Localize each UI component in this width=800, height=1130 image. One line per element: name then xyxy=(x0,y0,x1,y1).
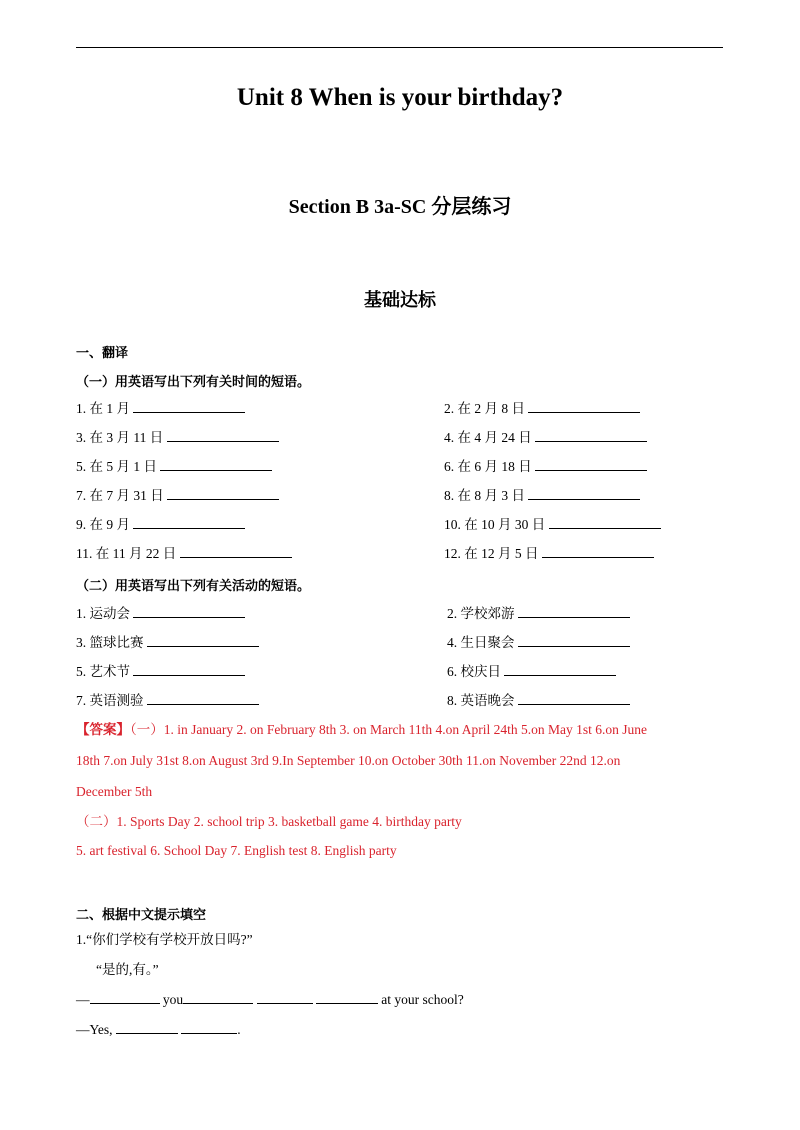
list-item: 4. 生日聚会 xyxy=(447,633,630,652)
answer-blank[interactable] xyxy=(147,691,259,705)
answer-blank[interactable] xyxy=(535,428,647,442)
answer-blank[interactable] xyxy=(518,691,630,705)
answer-blank[interactable] xyxy=(147,633,259,647)
list-item: 1. 在 1 月 xyxy=(76,399,245,418)
list-item: 6. 在 6 月 18 日 xyxy=(444,457,647,476)
answer-blank[interactable] xyxy=(316,990,378,1004)
answer-blank[interactable] xyxy=(167,486,279,500)
part2-heading: 二、根据中文提示填空 xyxy=(76,908,207,923)
list-item: 12. 在 12 月 5 日 xyxy=(444,544,654,563)
list-item: 8. 英语晚会 xyxy=(447,691,630,710)
answer-blank[interactable] xyxy=(549,515,661,529)
answer-blank[interactable] xyxy=(160,457,272,471)
list-item: 7. 在 7 月 31 日 xyxy=(76,486,279,505)
answer-blank[interactable] xyxy=(528,399,640,413)
top-rule xyxy=(76,47,723,48)
list-item: 7. 英语测验 xyxy=(76,691,259,710)
answer-blank[interactable] xyxy=(116,1020,178,1034)
answer-blank[interactable] xyxy=(183,990,253,1004)
part1-sub1-heading: （一）用英语写出下列有关时间的短语。 xyxy=(76,375,311,390)
question-cn-reply: “是的,有。” xyxy=(96,962,159,977)
list-item: 5. 在 5 月 1 日 xyxy=(76,457,272,476)
answer-blank[interactable] xyxy=(133,604,245,618)
answer-blank[interactable] xyxy=(528,486,640,500)
list-item: 6. 校庆日 xyxy=(447,662,616,681)
question-line: — you at your school? xyxy=(76,992,464,1007)
page-title: Unit 8 When is your birthday? xyxy=(236,84,564,111)
answer-line: （二）1. Sports Day 2. school trip 3. basketball game 4. birthday party xyxy=(76,814,462,829)
answer-blank[interactable] xyxy=(167,428,279,442)
list-item: 3. 篮球比赛 xyxy=(76,633,259,652)
answer-blank[interactable] xyxy=(257,990,313,1004)
list-item: 5. 艺术节 xyxy=(76,662,245,681)
list-item: 10. 在 10 月 30 日 xyxy=(444,515,661,534)
level-heading: 基础达标 xyxy=(364,290,436,311)
answer-line: 5. art festival 6. School Day 7. English test 8. English party xyxy=(76,843,397,858)
answer-line: December 5th xyxy=(76,784,153,799)
section-subtitle: Section B 3a-SC 分层练习 xyxy=(288,196,512,218)
answer-line: 18th 7.on July 31st 8.on August 3rd 9.In September 10.on October 30th 11.on November 22nd 12.on xyxy=(76,753,621,768)
answer-blank[interactable] xyxy=(133,515,245,529)
part1-sub2-heading: （二）用英语写出下列有关活动的短语。 xyxy=(76,579,311,594)
list-item: 2. 在 2 月 8 日 xyxy=(444,399,640,418)
list-item: 4. 在 4 月 24 日 xyxy=(444,428,647,447)
list-item: 3. 在 3 月 11 日 xyxy=(76,428,279,447)
list-item: 8. 在 8 月 3 日 xyxy=(444,486,640,505)
answer-blank[interactable] xyxy=(535,457,647,471)
list-item: 9. 在 9 月 xyxy=(76,515,245,534)
answer-blank[interactable] xyxy=(180,544,292,558)
answer-blank[interactable] xyxy=(518,604,630,618)
part1-heading: 一、翻译 xyxy=(76,346,129,361)
answer-blank[interactable] xyxy=(542,544,654,558)
answer-blank[interactable] xyxy=(133,399,245,413)
question-cn: 1.“你们学校有学校开放日吗?” xyxy=(76,932,253,947)
answer-blank[interactable] xyxy=(504,662,616,676)
answer-label: 【答案】 xyxy=(76,722,130,737)
list-item: 1. 运动会 xyxy=(76,604,245,623)
answer-blank[interactable] xyxy=(181,1020,237,1034)
list-item: 11. 在 11 月 22 日 xyxy=(76,544,292,563)
answer-blank[interactable] xyxy=(133,662,245,676)
answer-blank[interactable] xyxy=(90,990,160,1004)
list-item: 2. 学校郊游 xyxy=(447,604,630,623)
answer-line-2: —Yes, . xyxy=(76,1022,241,1037)
answer-blank[interactable] xyxy=(518,633,630,647)
answer-line: 【答案】（一）1. in January 2. on February 8th 3. on March 11th 4.on April 24th 5.on May 1st 6.on June xyxy=(76,722,647,737)
